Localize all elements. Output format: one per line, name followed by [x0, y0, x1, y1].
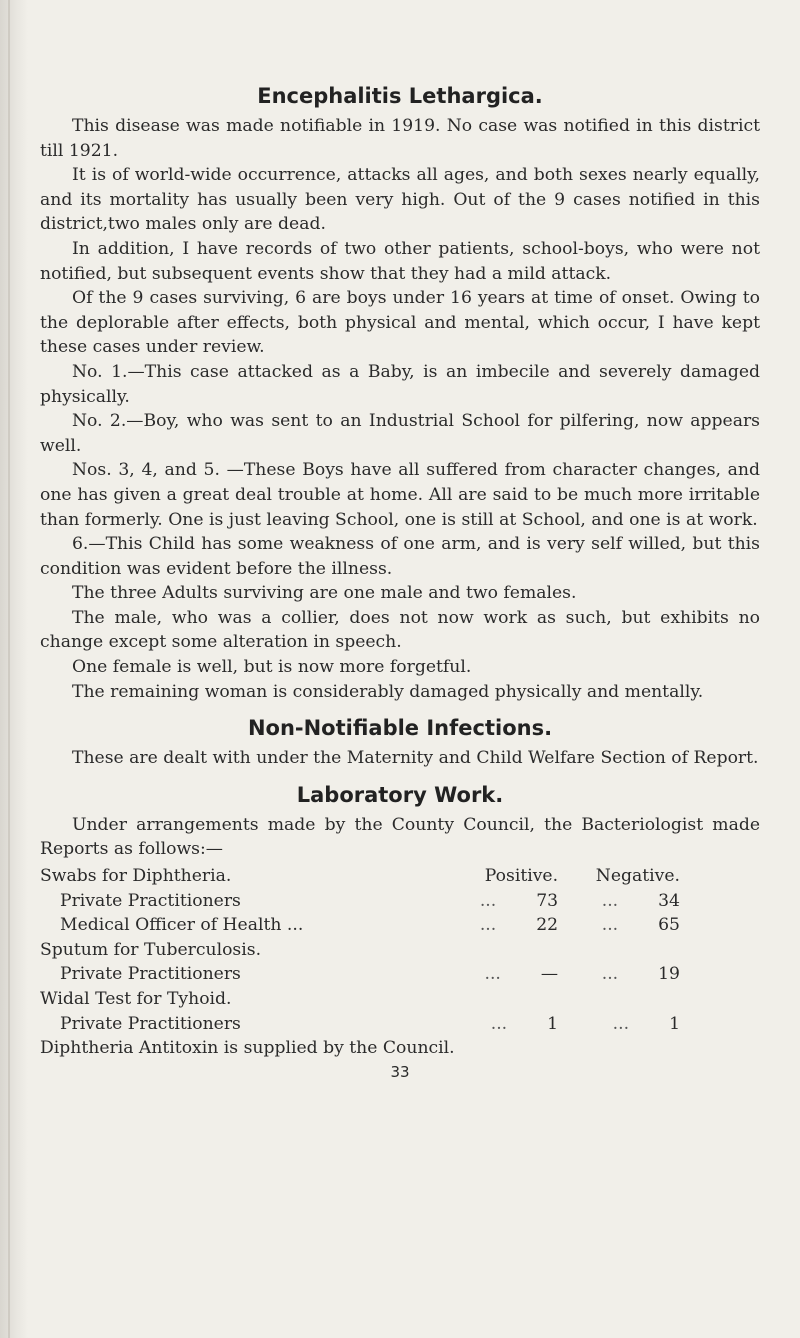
paragraph: Of the 9 cases surviving, 6 are boys under 16 years at time of onset. Owing to the deplorable after effects, both physical and mental, which occur, I have kept these cases under review.: [40, 288, 760, 358]
table-row: [40, 889, 680, 914]
table-row-label: Sputum for Tuberculosis.: [40, 939, 262, 960]
table-row: [40, 987, 680, 1012]
heading-non-notifiable: Non-Notifiable Infections.: [247, 716, 553, 741]
positive-value: [457, 913, 559, 938]
paragraph: No. 2.—Boy, who was sent to an Industrial School for pilfering, now appears well.: [40, 411, 760, 456]
column-header-positive: Positive.: [484, 866, 559, 887]
negative-count: 65: [658, 915, 680, 936]
table-header-row: [40, 864, 680, 889]
positive-value: [457, 987, 559, 1012]
table-row-label: Private Practitioners: [60, 890, 241, 911]
negative-count: 1: [669, 1013, 680, 1034]
leader-dots: ...: [479, 890, 497, 911]
leader-dots: ...: [601, 964, 619, 985]
paragraph: Under arrangements made by the County Council, the Bacteriologist made Reports as follows:—: [40, 814, 760, 860]
paragraph: 6.—This Child has some weakness of one arm, and is very self willed, but this condition was evident before the illness.: [40, 534, 760, 579]
paragraph: The three Adults surviving are one male and two females.: [72, 583, 577, 604]
leader-dots: ...: [490, 1013, 508, 1034]
negative-count: 19: [658, 964, 680, 985]
negative-value: [558, 889, 680, 914]
negative-count: 34: [658, 890, 680, 911]
table-row: [40, 962, 680, 987]
table-row-label: Widal Test for Tyhoid.: [40, 989, 232, 1009]
paragraph: It is of world-wide occurrence, attacks all ages, and both sexes nearly equally, and its mortality has usually been very high. Out of the 9 cases notified in this district,two males only are dead.: [40, 165, 760, 235]
positive-value: [457, 1012, 559, 1037]
leader-dots: ...: [484, 964, 501, 985]
leader-dots: ...: [601, 915, 619, 936]
paragraph: The male, who was a collier, does not now work as such, but exhibits no change except some alteration in speech.: [40, 607, 760, 653]
paragraph: One female is well, but is now more forgetful.: [72, 657, 472, 678]
negative-value: [558, 987, 680, 1012]
positive-value: [457, 889, 559, 914]
negative-value: [558, 962, 680, 987]
positive-count: 22: [536, 915, 559, 936]
paragraph: These are dealt with under the Maternity and Child Welfare Section of Report.: [72, 748, 759, 769]
table-row: [40, 913, 680, 938]
leader-dots: ...: [479, 915, 497, 936]
paragraph: The remaining woman is considerably damaged physically and mentally.: [72, 681, 704, 702]
paragraph: Nos. 3, 4, and 5. —These Boys have all suffered from character changes, and one has given a great deal trouble at home. All are said to be much more irritable than formerly. One is just leaving School, one is still at School, and one is at work.: [40, 460, 760, 530]
positive-count: 1: [547, 1013, 559, 1034]
table-row-label: Swabs for Diphtheria.: [40, 866, 232, 887]
positive-value: [457, 938, 559, 963]
table-row-label: Medical Officer of Health ...: [60, 915, 304, 936]
positive-count: 73: [536, 890, 559, 911]
paragraph: In addition, I have records of two other patients, school-boys, who were not notified, but subsequent events show that they had a mild attack.: [40, 238, 760, 284]
negative-value: [558, 938, 680, 963]
table-row-label: Private Practitioners: [60, 1013, 241, 1034]
table-row: [40, 1012, 680, 1037]
paragraph: No. 1.—This case attacked as a Baby, is an imbecile and severely damaged physically.: [40, 361, 760, 407]
table-row-label: Private Practitioners: [60, 964, 241, 985]
negative-value: [558, 913, 680, 938]
positive-value: [457, 962, 559, 987]
laboratory-table: [40, 864, 680, 1036]
page-number: 33: [390, 1062, 410, 1081]
positive-count: —: [540, 964, 559, 985]
leader-dots: ...: [612, 1013, 630, 1034]
page-binding-edge: [0, 0, 28, 1338]
paragraph: This disease was made notifiable in 1919. No case was notified in this district till 1921.: [40, 116, 760, 161]
paragraph-footer: Diphtheria Antitoxin is supplied by the Council.: [40, 1038, 455, 1059]
heading-laboratory: Laboratory Work.: [296, 782, 504, 807]
document-body: [40, 84, 760, 1081]
heading-encephalitis: Encephalitis Lethargica.: [257, 84, 543, 108]
column-header-negative: Negative.: [595, 866, 680, 887]
negative-value: [558, 1012, 680, 1037]
table-row: [40, 938, 680, 963]
leader-dots: ...: [601, 890, 619, 911]
